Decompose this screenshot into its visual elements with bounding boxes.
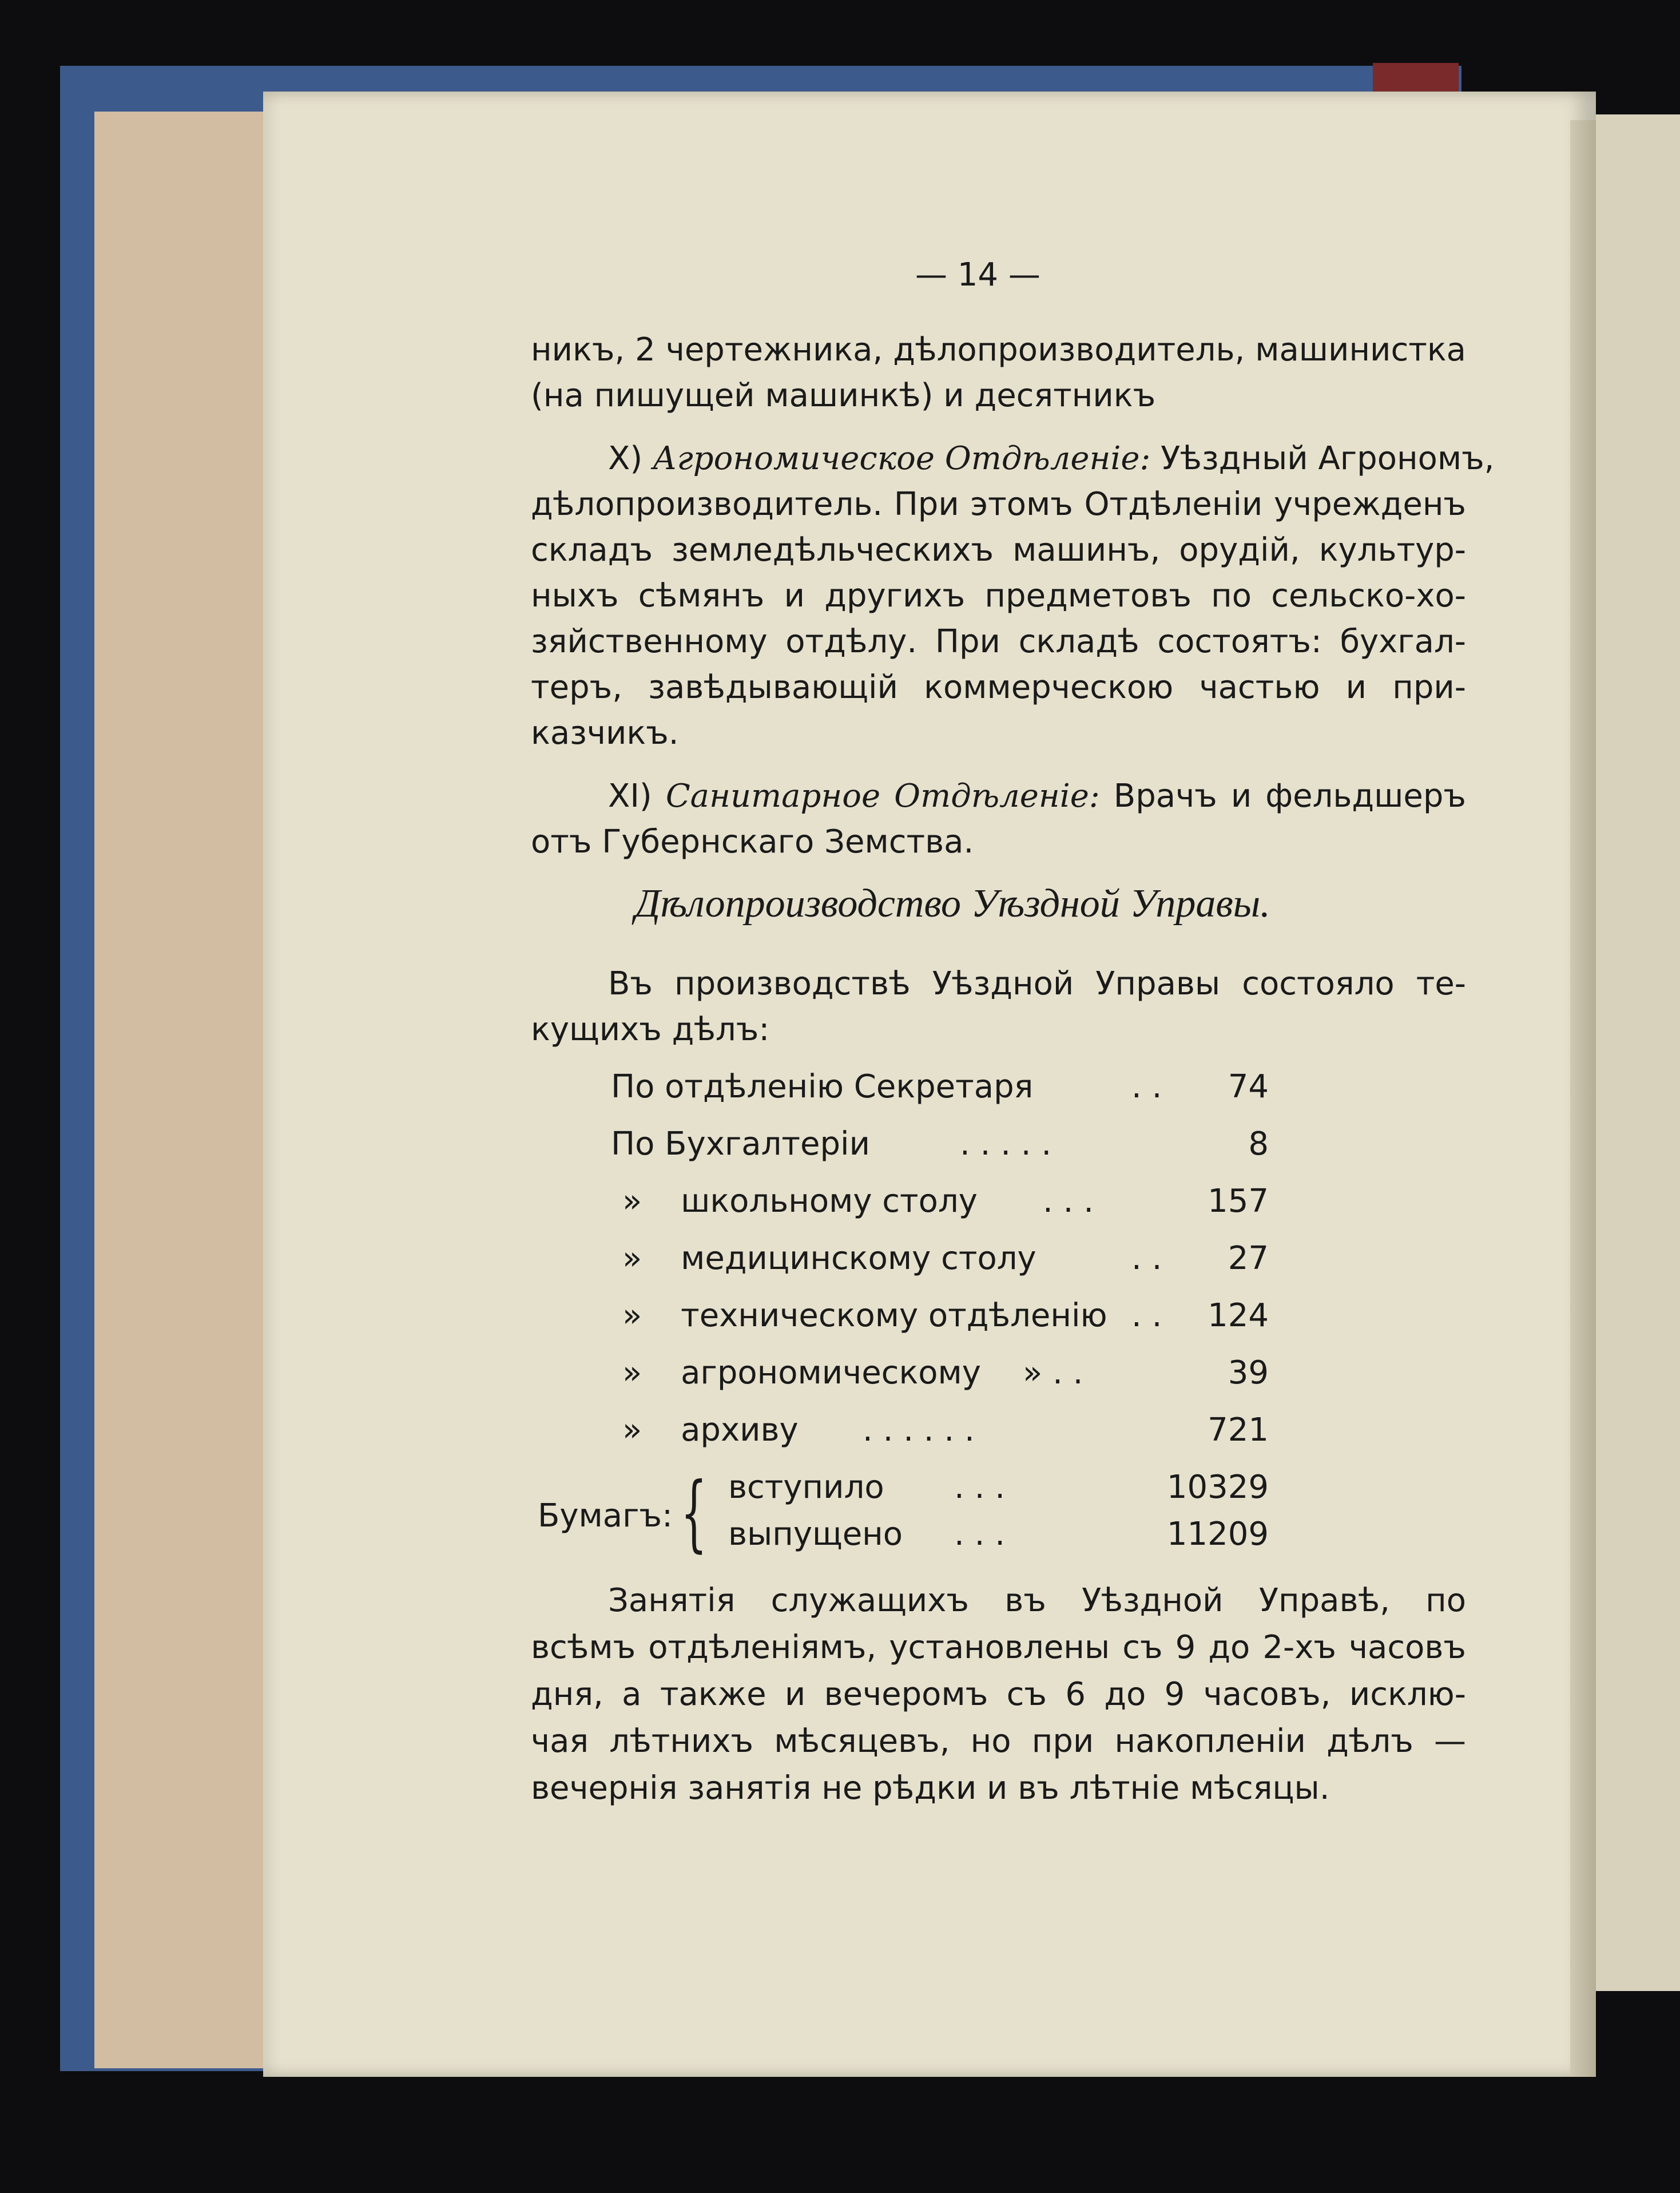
table-row [622,1179,978,1224]
row-value: 27 [1228,1240,1269,1277]
row-label: школьному столу [681,1183,978,1220]
table-row [611,1064,1033,1110]
section-xi-first-line: Врачъ и фельдшеръ [1113,778,1466,815]
text-line: Въ производствѣ Уѣздной Управы состояло те- [608,965,1466,1002]
text-line: кущихъ дѣлъ: [531,1011,770,1048]
section-xi-number: XI) [608,778,652,815]
row-dots: . . . . . . [863,1411,975,1449]
row-ditto: » [622,1183,642,1220]
row-value: 39 [1228,1354,1269,1391]
row-value: 10329 [1166,1469,1269,1506]
row-dots: . . . [1043,1183,1094,1220]
table-row: вступило [728,1469,884,1506]
row-value: 721 [1208,1411,1269,1449]
row-label: По Бухгалтеріи [611,1125,870,1163]
section-x-number: X) [608,440,643,477]
row-label: архиву [681,1411,799,1449]
row-label: медицинскому столу [681,1240,1036,1277]
text-line: всѣмъ отдѣленіямъ, установлены съ 9 до 2-хъ часовъ [531,1629,1466,1666]
section-xi-title: Санитарное Отдѣленіе: [665,778,1100,815]
text-line: отъ Губернскаго Земства. [531,823,974,860]
text-line: ныхъ сѣмянъ и другихъ предметовъ по сельско-хо- [531,577,1466,614]
table-row [622,1350,981,1396]
row-dots: . . . [954,1469,1006,1506]
table-row [622,1236,1036,1282]
table-row [622,1293,1107,1339]
row-value: 11209 [1166,1516,1269,1553]
row-dots: . . . . . [960,1125,1052,1163]
text-line: казчикъ. [531,715,679,752]
row-value: 157 [1208,1183,1269,1220]
row-ditto: » [622,1354,642,1391]
row-value: 8 [1248,1125,1269,1163]
text-line: дня, а также и вечеромъ съ 6 до 9 часовъ, исклю- [531,1676,1466,1713]
row-label: По отдѣленію Секретаря [611,1068,1034,1105]
table-row [611,1121,870,1167]
text-line: вечернія занятія не рѣдки и въ лѣтніе мѣсяцы. [531,1770,1330,1807]
text-line: дѣлопроизводитель. При этомъ Отдѣленіи учрежденъ [531,486,1466,523]
section-heading: Дѣлопроизводство Уѣздной Управы. [635,882,1270,926]
previous-page-edge [94,112,283,2068]
row-label: техническому отдѣленію [681,1297,1107,1334]
text-line: теръ, завѣдывающій коммерческою частью и при- [531,669,1466,706]
row-dots: » . . [1023,1354,1083,1391]
page-gutter-shadow [1570,120,1596,2077]
row-dots: . . [1131,1068,1162,1105]
row-dots: . . . [954,1516,1006,1553]
section-xi-heading-line [531,774,1466,819]
row-ditto: » [622,1240,642,1277]
section-x-heading-line [531,436,1495,482]
section-x-first-line: Уѣздный Агрономъ, [1161,440,1495,477]
table-row [622,1407,799,1453]
text-line: никъ, 2 чертежника, дѣлопроизводитель, машинистка [531,331,1466,368]
text-line: зяйственному отдѣлу. При складѣ состоятъ: бухгал- [531,623,1466,660]
row-dots: . . [1131,1297,1162,1334]
page-number: — 14 — [915,256,1040,294]
text-line: (на пишущей машинкѣ) и десятникъ [531,377,1156,414]
row-ditto: » [622,1411,642,1449]
next-page-edge [1596,114,1680,1991]
text-line: Занятія служащихъ въ Уѣздной Управѣ, по [608,1582,1466,1619]
row-value: 74 [1228,1068,1269,1105]
row-label: агрономическому [681,1354,981,1391]
section-x-title: Агрономическое Отдѣленіе: [653,440,1151,477]
row-dots: . . [1131,1240,1162,1277]
row-value: 124 [1208,1297,1269,1334]
papers-label: Бумагъ: [538,1497,673,1534]
text-line: чая лѣтнихъ мѣсяцевъ, но при накопленіи дѣлъ — [531,1723,1466,1760]
row-ditto: » [622,1297,642,1334]
table-row: выпущено [728,1516,903,1553]
brace-icon: { [681,1465,708,1561]
text-line: складъ земледѣльческихъ машинъ, орудій, культур- [531,532,1466,569]
